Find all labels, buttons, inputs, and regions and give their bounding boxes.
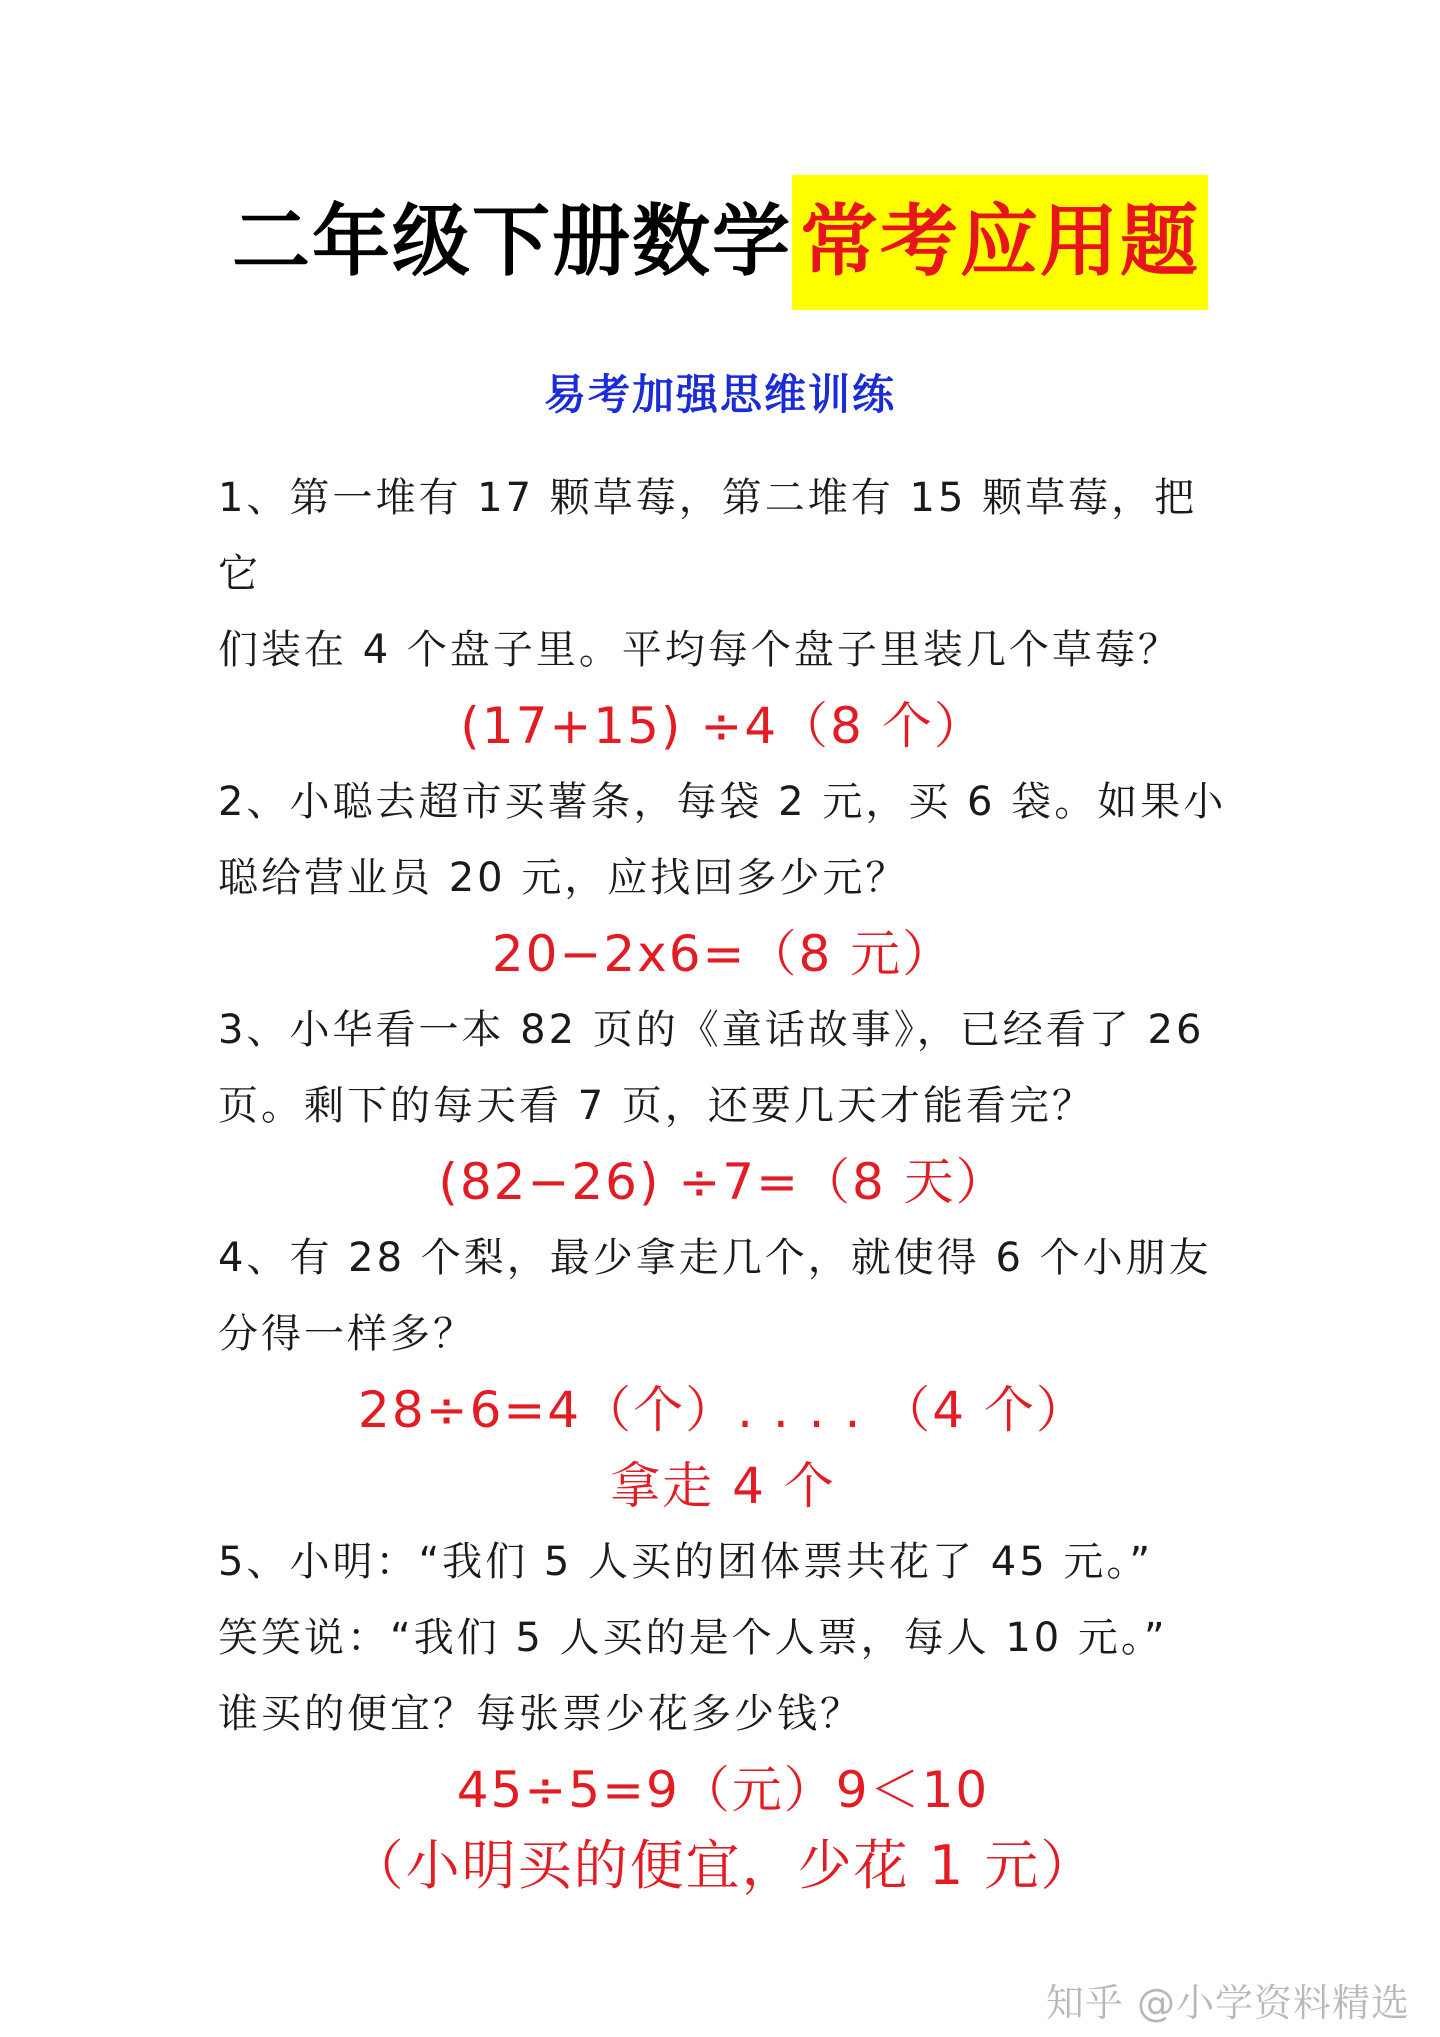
question-line: 5、小明：“我们 5 人买的团体票共花了 45 元。”: [218, 1539, 1154, 1585]
question-line: 谁买的便宜？每张票少花多少钱？: [218, 1691, 863, 1737]
answer-line: (82−26) ÷7=（8 天）: [438, 1153, 1008, 1211]
question-line: 分得一样多？: [218, 1311, 476, 1357]
answer-line: 拿走 4 个: [610, 1457, 836, 1515]
question-line: 们装在 4 个盘子里。平均每个盘子里装几个草莓？: [218, 627, 1181, 673]
answer-line: (17+15) ÷4（8 个）: [460, 697, 986, 755]
question-line: 笑笑说：“我们 5 人买的是个人票，每人 10 元。”: [218, 1615, 1168, 1661]
problem-2: [218, 764, 1228, 992]
answer-line: 45÷5=9（元）9＜10: [456, 1761, 990, 1819]
problem-3: [218, 992, 1228, 1220]
watermark: 知乎 @小学资料精选: [1045, 1981, 1410, 2025]
answer-line: （小明买的便宜，少花 1 元）: [349, 1834, 1097, 1897]
problem-4: [218, 1220, 1228, 1524]
question-line: 4、有 28 个梨，最少拿走几个，就使得 6 个小朋友: [218, 1235, 1212, 1281]
problem-1: [218, 460, 1228, 764]
question-line: 1、第一堆有 17 颗草莓，第二堆有 15 颗草莓，把它: [218, 475, 1198, 597]
answer-line: 20−2x6=（8 元）: [491, 925, 955, 983]
subtitle: 易考加强思维训练: [543, 370, 896, 419]
question-line: 页。剩下的每天看 7 页，还要几天才能看完？: [218, 1083, 1095, 1129]
title-main: 二年级下册数学: [231, 197, 792, 287]
question-line: 聪给营业员 20 元，应找回多少元？: [218, 855, 909, 901]
problem-5: [218, 1524, 1228, 1904]
question-line: 2、小聪去超市买薯条，每袋 2 元，买 6 袋。如果小: [218, 779, 1227, 825]
problem-list: [218, 460, 1228, 1904]
answer-line: 28÷6=4（个）. . . . （4 个）: [358, 1381, 1088, 1439]
question-line: 3、小华看一本 82 页的《童话故事》，已经看了 26: [218, 1007, 1205, 1053]
title-highlight: 常考应用题: [792, 175, 1208, 310]
page-title: [0, 175, 1440, 310]
